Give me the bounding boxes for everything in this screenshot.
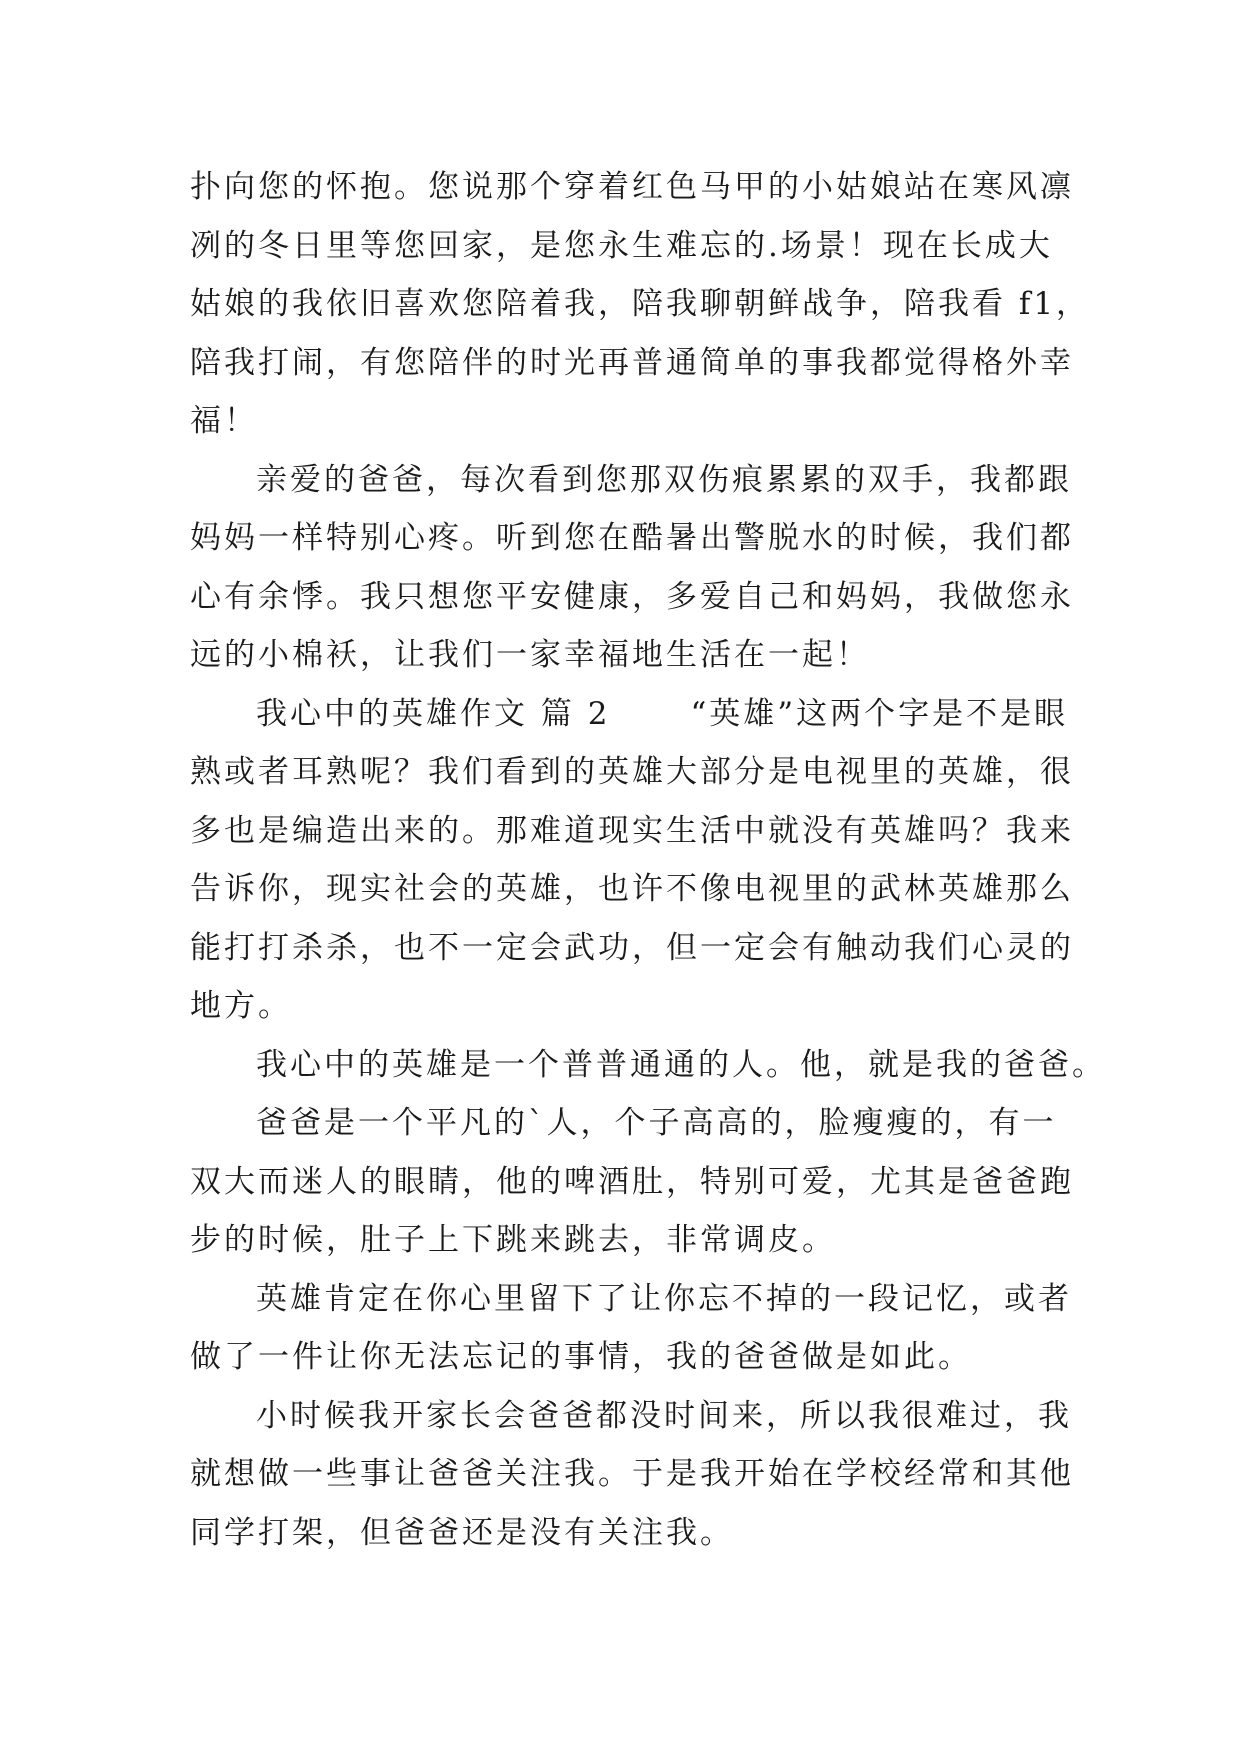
text-line: 我心中的英雄是一个普普通通的人。他，就是我的爸爸。 bbox=[256, 1046, 1106, 1083]
text-line: 福！ bbox=[190, 403, 258, 439]
text-line: 冽的冬日里等您回家，是您永生难忘的.场景！现在长成大 bbox=[190, 227, 1053, 264]
text-line: 远的小棉袄，让我们一家幸福地生活在一起！ bbox=[190, 637, 870, 673]
text-line: 就想做一些事让爸爸关注我。于是我开始在学校经常和其他 bbox=[190, 1456, 1074, 1492]
text-line: 小时候我开家长会爸爸都没时间来，所以我很难过，我 bbox=[256, 1397, 1072, 1434]
text-line: 熟或者耳熟呢？我们看到的英雄大部分是电视里的英雄，很 bbox=[190, 754, 1074, 790]
text-line: 多也是编造出来的。那难道现实生活中就没有英雄吗？我来 bbox=[190, 812, 1074, 849]
text-line: 扑向您的怀抱。您说那个穿着红色马甲的小姑娘站在寒风凛 bbox=[190, 169, 1074, 205]
text-line: 姑娘的我依旧喜欢您陪着我，陪我聊朝鲜战争，陪我看 f1， bbox=[190, 286, 1091, 322]
text-line: 步的时候，肚子上下跳来跳去，非常调皮。 bbox=[190, 1222, 836, 1258]
text-line: 双大而迷人的眼睛，他的啤酒肚，特别可爱，尤其是爸爸跑 bbox=[190, 1163, 1074, 1200]
text-line: 爸爸是一个平凡的`人，个子高高的，脸瘦瘦的，有一 bbox=[256, 1105, 1057, 1141]
text-line-tail: “英雄”这两个字是不是眼 bbox=[690, 695, 1069, 732]
text-line: 能打打杀杀，也不一定会武功，但一定会有触动我们心灵的 bbox=[190, 929, 1074, 966]
heading-line bbox=[190, 685, 1069, 744]
text-line: 英雄肯定在你心里留下了让你忘不掉的一段记忆，或者 bbox=[256, 1280, 1072, 1317]
document-body bbox=[190, 158, 1106, 1562]
text-line: 告诉你，现实社会的英雄，也许不像电视里的武林英雄那么 bbox=[190, 871, 1074, 907]
text-line: 陪我打闹，有您陪伴的时光再普通简单的事我都觉得格外幸 bbox=[190, 344, 1074, 381]
text-line: 做了一件让你无法忘记的事情，我的爸爸做是如此。 bbox=[190, 1339, 972, 1375]
text-line: 心有余悸。我只想您平安健康，多爱自己和妈妈，我做您永 bbox=[190, 578, 1074, 615]
text-line: 同学打架，但爸爸还是没有关注我。 bbox=[190, 1514, 734, 1551]
section-heading: 我心中的英雄作文 篇 2 bbox=[256, 695, 611, 732]
text-line: 亲爱的爸爸，每次看到您那双伤痕累累的双手，我都跟 bbox=[256, 461, 1072, 498]
text-line: 地方。 bbox=[190, 988, 292, 1024]
text-line: 妈妈一样特别心疼。听到您在酷暑出警脱水的时候，我们都 bbox=[190, 520, 1074, 556]
